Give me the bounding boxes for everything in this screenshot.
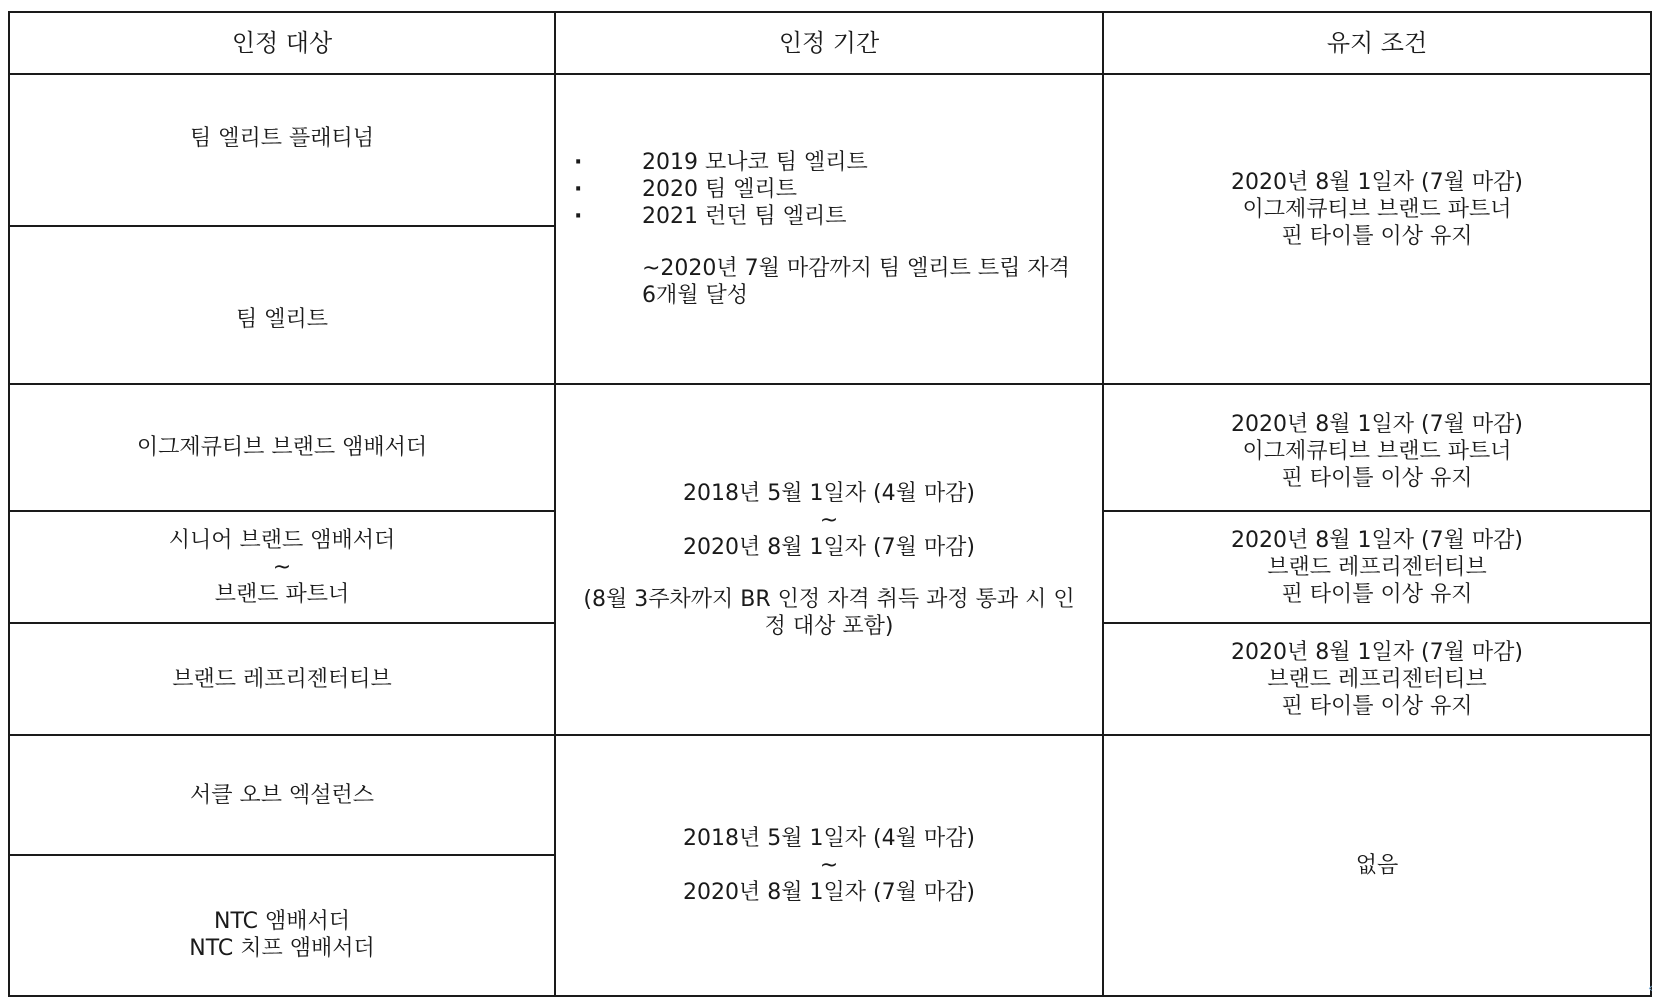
condition-group2-2: 2020년 8월 1일자 (7월 마감) 브랜드 레프리젠터티브 핀 타이틀 이상 유지 [1103,511,1651,623]
header-period: 인정 기간 [555,12,1103,74]
target-team-elite: 팀 엘리트 [9,226,555,384]
period-note: ~2020년 7월 마감까지 팀 엘리트 트립 자격 6개월 달성 [642,256,1070,308]
table-row [9,384,1651,511]
condition-group2-1: 2020년 8월 1일자 (7월 마감) 이그제큐티브 브랜드 파트너 핀 타이틀 이상 유지 [1103,384,1651,511]
header-target: 인정 대상 [9,12,555,74]
target-ntc-ambassador: NTC 앰배서더 NTC 치프 앰배서더 [9,855,555,996]
edge-marker-icon: ‹ [1648,981,1653,995]
header-row [9,12,1651,74]
period-cell-group1 [555,74,1103,384]
header-condition: 유지 조건 [1103,12,1651,74]
condition-group3: 없음 [1103,735,1651,996]
period-bullet-item: · 2021 런던 팀 엘리트 [564,203,1084,230]
target-senior-brand-ambassador: 시니어 브랜드 앰배서더 ~ 브랜드 파트너 [9,511,555,623]
period-note: (8월 3주차까지 BR 인정 자격 취득 과정 통과 시 인정 대상 포함) [583,586,1075,639]
target-executive-brand-ambassador: 이그제큐티브 브랜드 앰배서더 [9,384,555,511]
table-row [9,735,1651,855]
table-row [9,74,1651,226]
period-bullet-list [564,149,1084,230]
period-cell-group2 [555,384,1103,735]
period-cell-group3: 2018년 5월 1일자 (4월 마감) ~ 2020년 8월 1일자 (7월 마감) [555,735,1103,996]
target-brand-representative: 브랜드 레프리젠터티브 [9,623,555,735]
recognition-table [8,11,1652,997]
period-bullet-item: · 2020 팀 엘리트 [564,176,1084,203]
condition-group2-3: 2020년 8월 1일자 (7월 마감) 브랜드 레프리젠터티브 핀 타이틀 이상 유지 [1103,623,1651,735]
period-range: 2018년 5월 1일자 (4월 마감) ~ 2020년 8월 1일자 (7월 마감) [683,480,975,560]
condition-group1: 2020년 8월 1일자 (7월 마감) 이그제큐티브 브랜드 파트너 핀 타이틀 이상 유지 [1103,74,1651,384]
target-team-elite-platinum: 팀 엘리트 플래티넘 [9,74,555,226]
target-circle-of-excellence: 서클 오브 엑설런스 [9,735,555,855]
period-bullet-item: · 2019 모나코 팀 엘리트 [564,149,1084,176]
